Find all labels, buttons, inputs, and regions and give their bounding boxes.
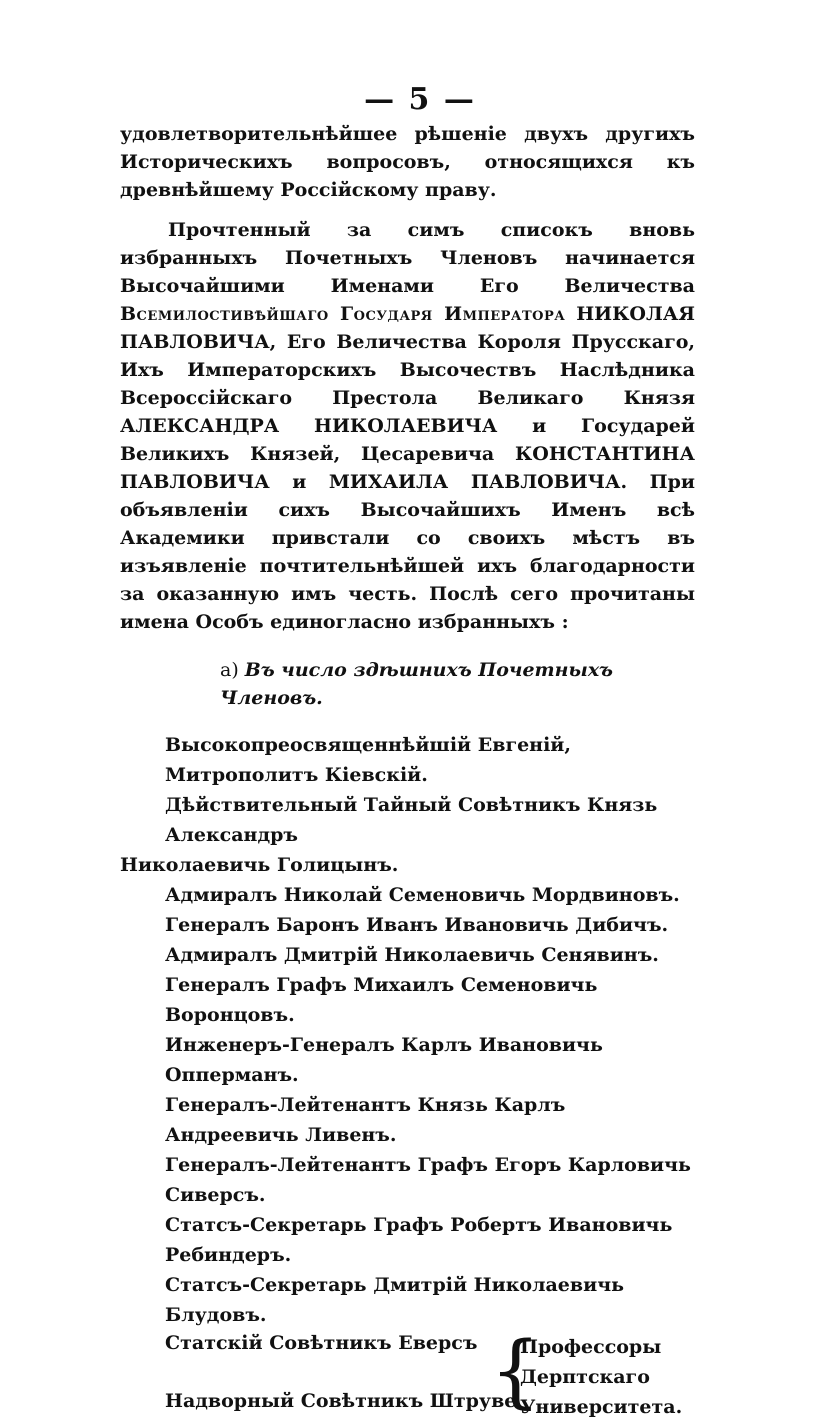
list-item: Генералъ-Лейтенантъ Князь Карлъ Андреевичь Ливенъ. (165, 1094, 566, 1146)
paragraph-2-part-a: Прочтенный за симъ списокъ вновь избранныхъ Почетныхъ Членовъ начинается Высочайшими Именами Его Величества (120, 219, 695, 297)
professors-group (120, 1324, 695, 1422)
list-item: Генералъ Графъ Михаилъ Семеновичь Воронцовъ. (165, 974, 598, 1026)
group-label (520, 1332, 682, 1422)
section-heading (120, 656, 695, 712)
list-item: Адмиралъ Николай Семеновичь Мордвиновъ. (165, 884, 680, 906)
professor-eversa: Статскій Совѣтникъ Еверсъ (165, 1332, 478, 1354)
page-number: — 5 — (364, 82, 476, 117)
curly-brace: { (490, 1324, 541, 1417)
list-item: Генералъ Баронъ Иванъ Ивановичь Дибичъ. (165, 914, 669, 936)
group-label-line-1: Профессоры (520, 1336, 662, 1358)
group-label-line-3: Университета. (520, 1396, 683, 1418)
paragraph-2-small-caps: Всемилостивѣйшаго Государя Императора (120, 303, 566, 325)
list-item: Инженеръ-Генералъ Карлъ Ивановичь Опперманъ. (165, 1034, 603, 1086)
list-item: Дѣйствительный Тайный Совѣтникъ Князь Александръ (165, 794, 658, 846)
paragraph-2 (120, 216, 695, 636)
list-item: Николаевичь Голицынъ. (120, 854, 399, 876)
members-list (120, 730, 695, 1330)
list-item: Высокопреосвященнѣйшій Евгеній, Митрополитъ Кіевскій. (165, 734, 572, 786)
paragraph-1: удовлетворительнѣйшее рѣшеніе двухъ другихъ Историческихъ вопросовъ, относящихся къ древнѣйшему Россійскому праву. (120, 123, 695, 201)
list-item: Генералъ-Лейтенантъ Графъ Егоръ Карловичь Сиверсъ. (165, 1154, 691, 1206)
section-marker: а) (220, 659, 239, 681)
group-label-line-2: Дерптскаго (520, 1366, 650, 1388)
list-item: Адмиралъ Дмитрій Николаевичь Сенявинъ. (165, 944, 659, 966)
list-item: Статсъ-Секретарь Дмитрій Николаевичь Блудовъ. (165, 1274, 624, 1326)
paragraph-2-part-c: НИКОЛАЯ ПАВЛОВИЧА, Его Величества Короля Прусскаго, Ихъ Императорскихъ Высочествъ Наслѣдника Всероссійскаго Престола Великаго Князя АЛЕКСАНДРА НИКОЛАЕВИЧА и Государей Великихъ Князей, Цесаревича КОНСТАНТИНА ПАВЛОВИЧА и МИХАИЛА ПАВЛОВИЧА. При объявленіи сихъ Высочайшихъ Именъ всѣ Академики привстали со своихъ мѣстъ въ изъявленіе почтительнѣйшей ихъ благодарности за оказанную имъ честь. Послѣ сего прочитаны имена Особъ единогласно избранныхъ : (120, 303, 695, 633)
professor-struve: Надворный Совѣтникъ Штруве (165, 1390, 517, 1412)
list-item: Статсъ-Секретарь Графъ Робертъ Ивановичь Ребиндеръ. (165, 1214, 673, 1266)
page-body (120, 120, 695, 1422)
section-title: Въ число здѣшнихъ Почетныхъ Членовъ. (220, 659, 613, 709)
